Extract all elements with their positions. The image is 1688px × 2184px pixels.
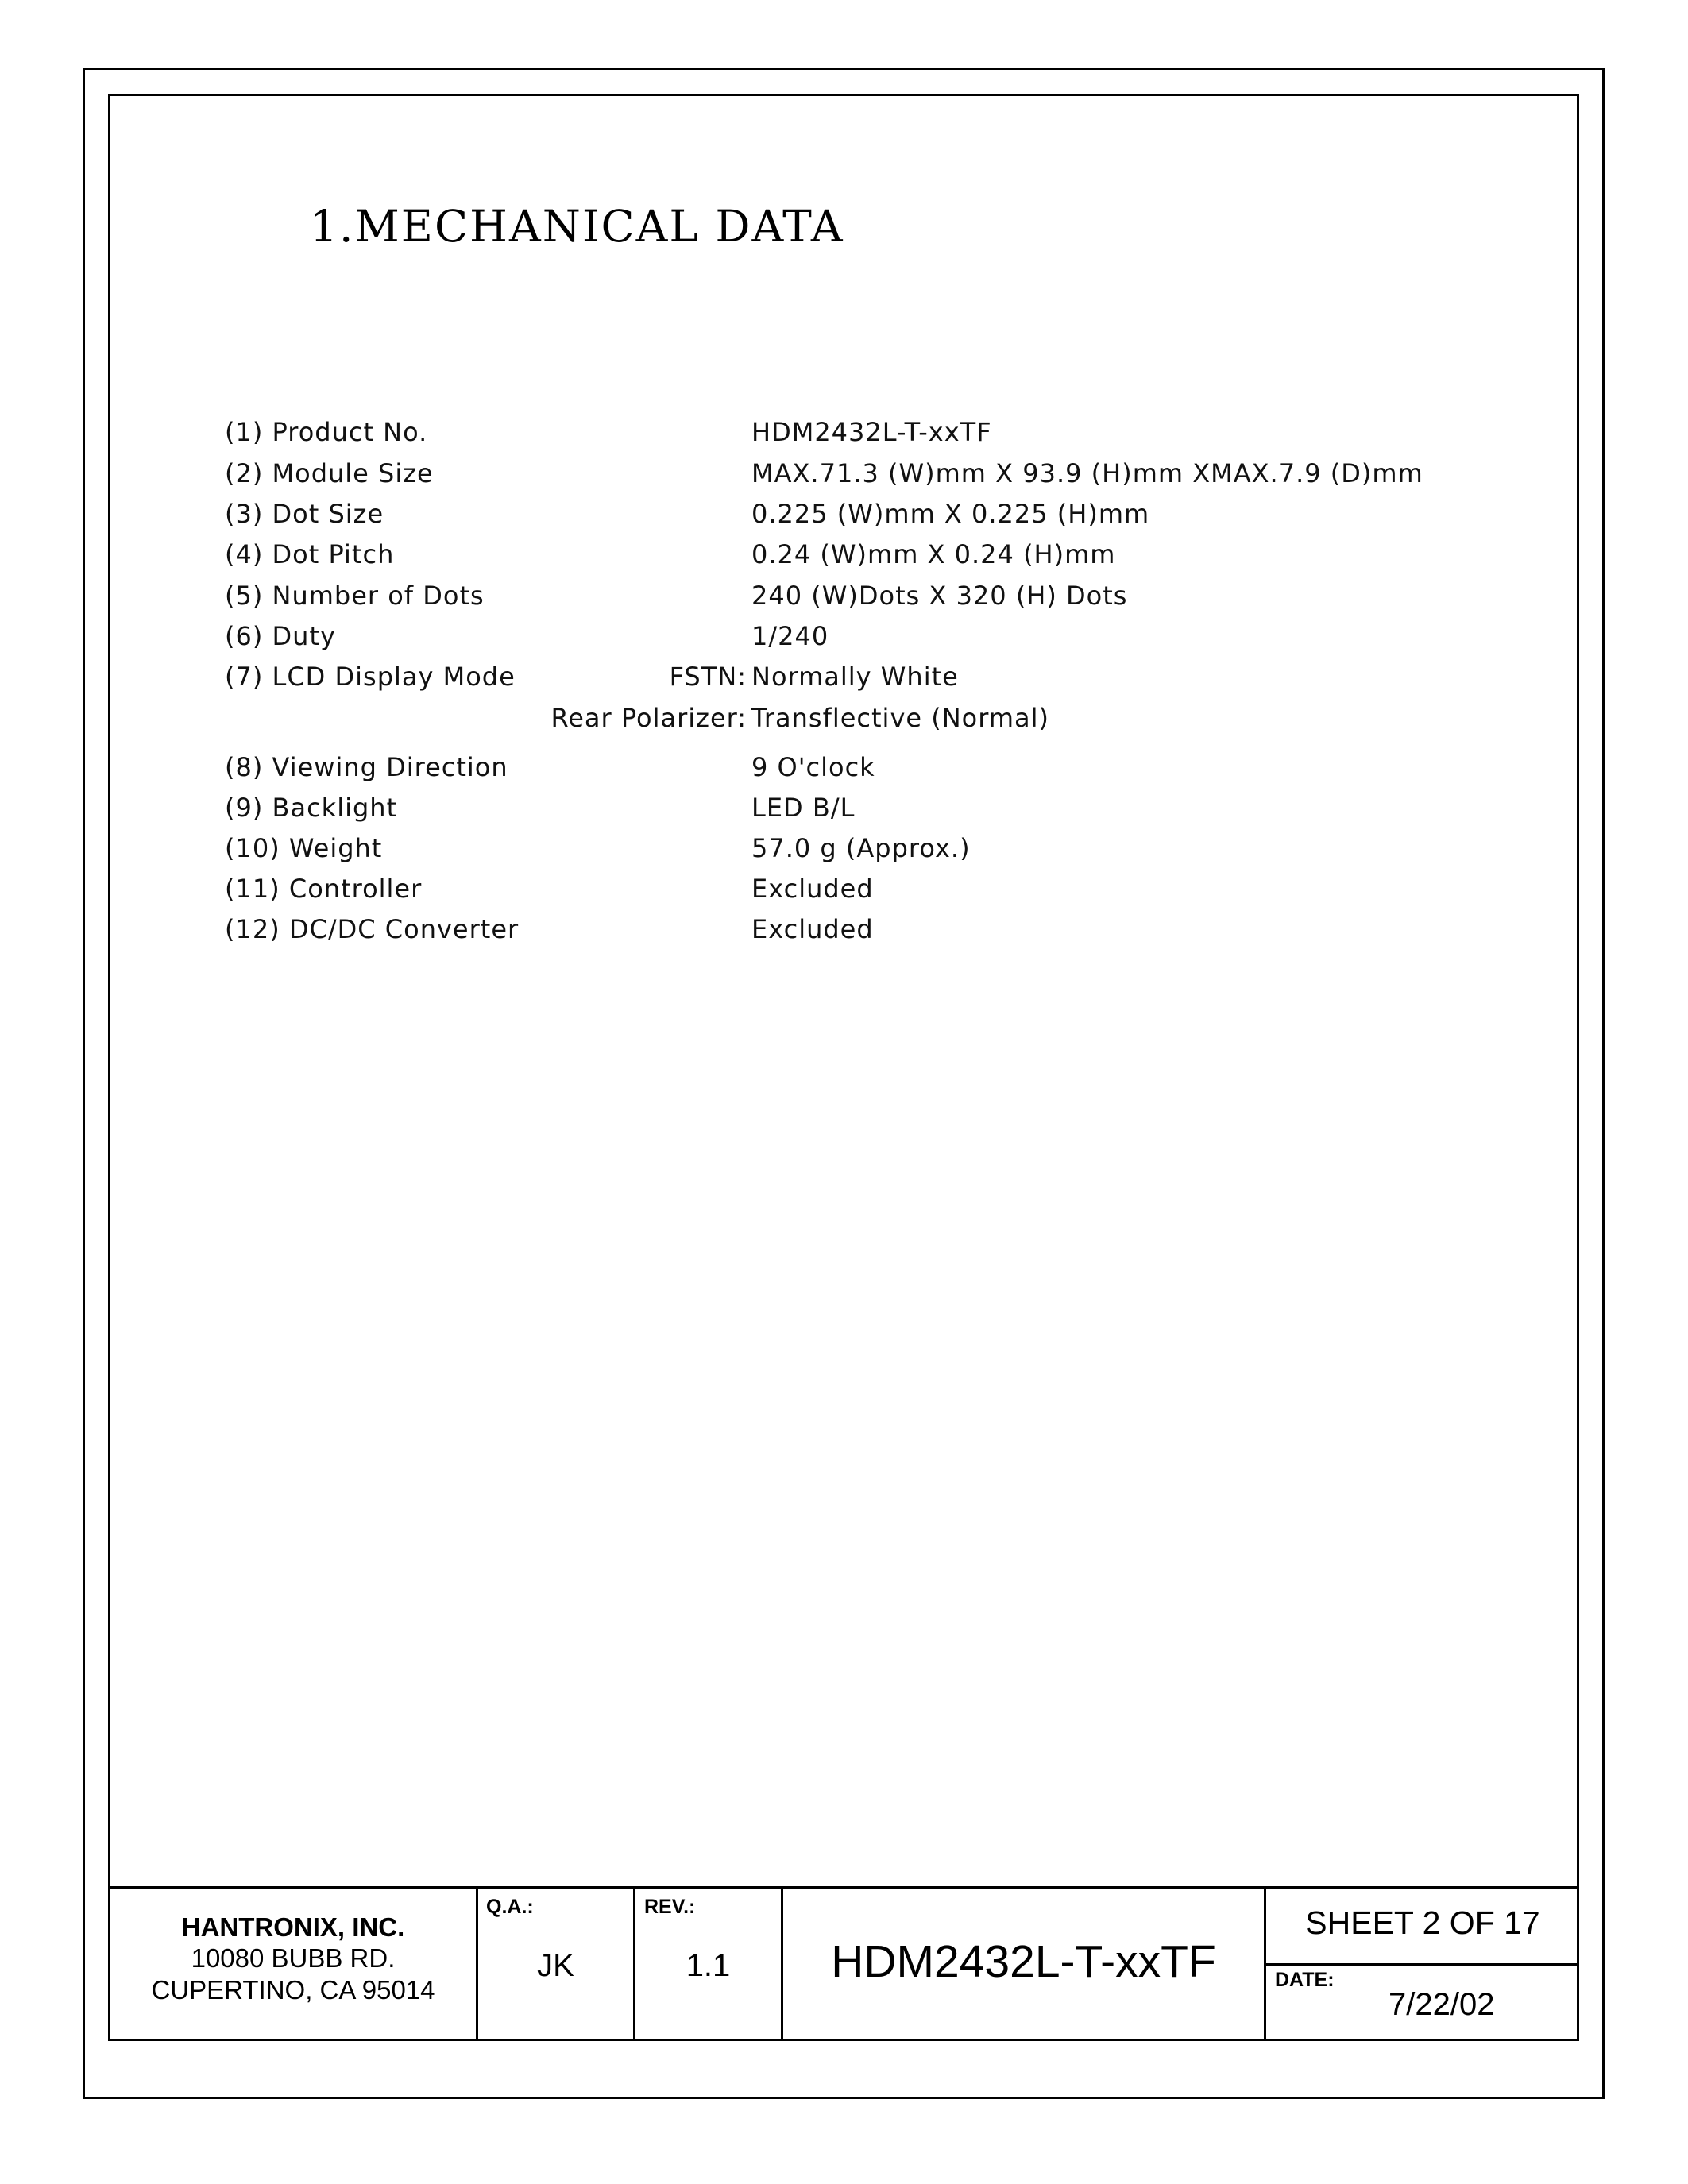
spec-value: LED B/L [751,793,856,823]
spec-value: 0.24 (W)mm X 0.24 (H)mm [751,539,1116,569]
title-block-top-rule [108,1886,1579,1889]
spec-value: Excluded [751,874,874,904]
spec-label: (5) Number of Dots [225,581,485,611]
spec-value: 240 (W)Dots X 320 (H) Dots [751,581,1128,611]
spec-label: (11) Controller [225,874,423,904]
spec-value: Normally White [751,662,959,692]
spec-value: 0.225 (W)mm X 0.225 (H)mm [751,499,1150,529]
qa-label: Q.A.: [486,1896,534,1918]
spec-label: (4) Dot Pitch [225,539,395,569]
spec-value: 9 O'clock [751,752,875,782]
spec-label: (1) Product No. [225,417,428,447]
spec-value: 57.0 g (Approx.) [751,833,971,863]
spec-sublabel: Rear Polarizer: [550,703,747,733]
company-address: 10080 BUBB RD. [191,1943,396,1973]
spec-label: (6) Duty [225,621,336,651]
spec-label: (2) Module Size [225,458,434,488]
title-block-sheet-rule [1264,1963,1579,1966]
spec-label: (9) Backlight [225,793,398,823]
company-city: CUPERTINO, CA 95014 [151,1975,435,2005]
spec-label: (12) DC/DC Converter [225,914,520,944]
spec-label: (3) Dot Size [225,499,384,529]
spec-label: (10) Weight [225,833,383,863]
spec-value: 1/240 [751,621,829,651]
sheet-number: SHEET 2 OF 17 [1305,1904,1540,1941]
spec-label: (7) LCD Display Mode [225,662,516,692]
date-value: 7/22/02 [1389,1987,1495,2022]
qa-value: JK [537,1948,574,1983]
spec-value: Transflective (Normal) [751,703,1049,733]
spec-value: HDM2432L-T-xxTF [751,417,992,447]
spec-value: MAX.71.3 (W)mm X 93.9 (H)mm XMAX.7.9 (D)mm [751,458,1423,488]
date-label: DATE: [1275,1969,1335,1991]
spec-value: Excluded [751,914,874,944]
spec-sublabel: FSTN: [669,662,747,692]
part-number: HDM2432L-T-xxTF [831,1936,1216,1987]
rev-label: REV.: [644,1896,696,1918]
rev-value: 1.1 [686,1948,731,1983]
page-title: 1.MECHANICAL DATA [310,201,844,252]
company-name: HANTRONIX, INC. [181,1912,405,1942]
inner-border [108,94,1579,2041]
spec-label: (8) Viewing Direction [225,752,508,782]
